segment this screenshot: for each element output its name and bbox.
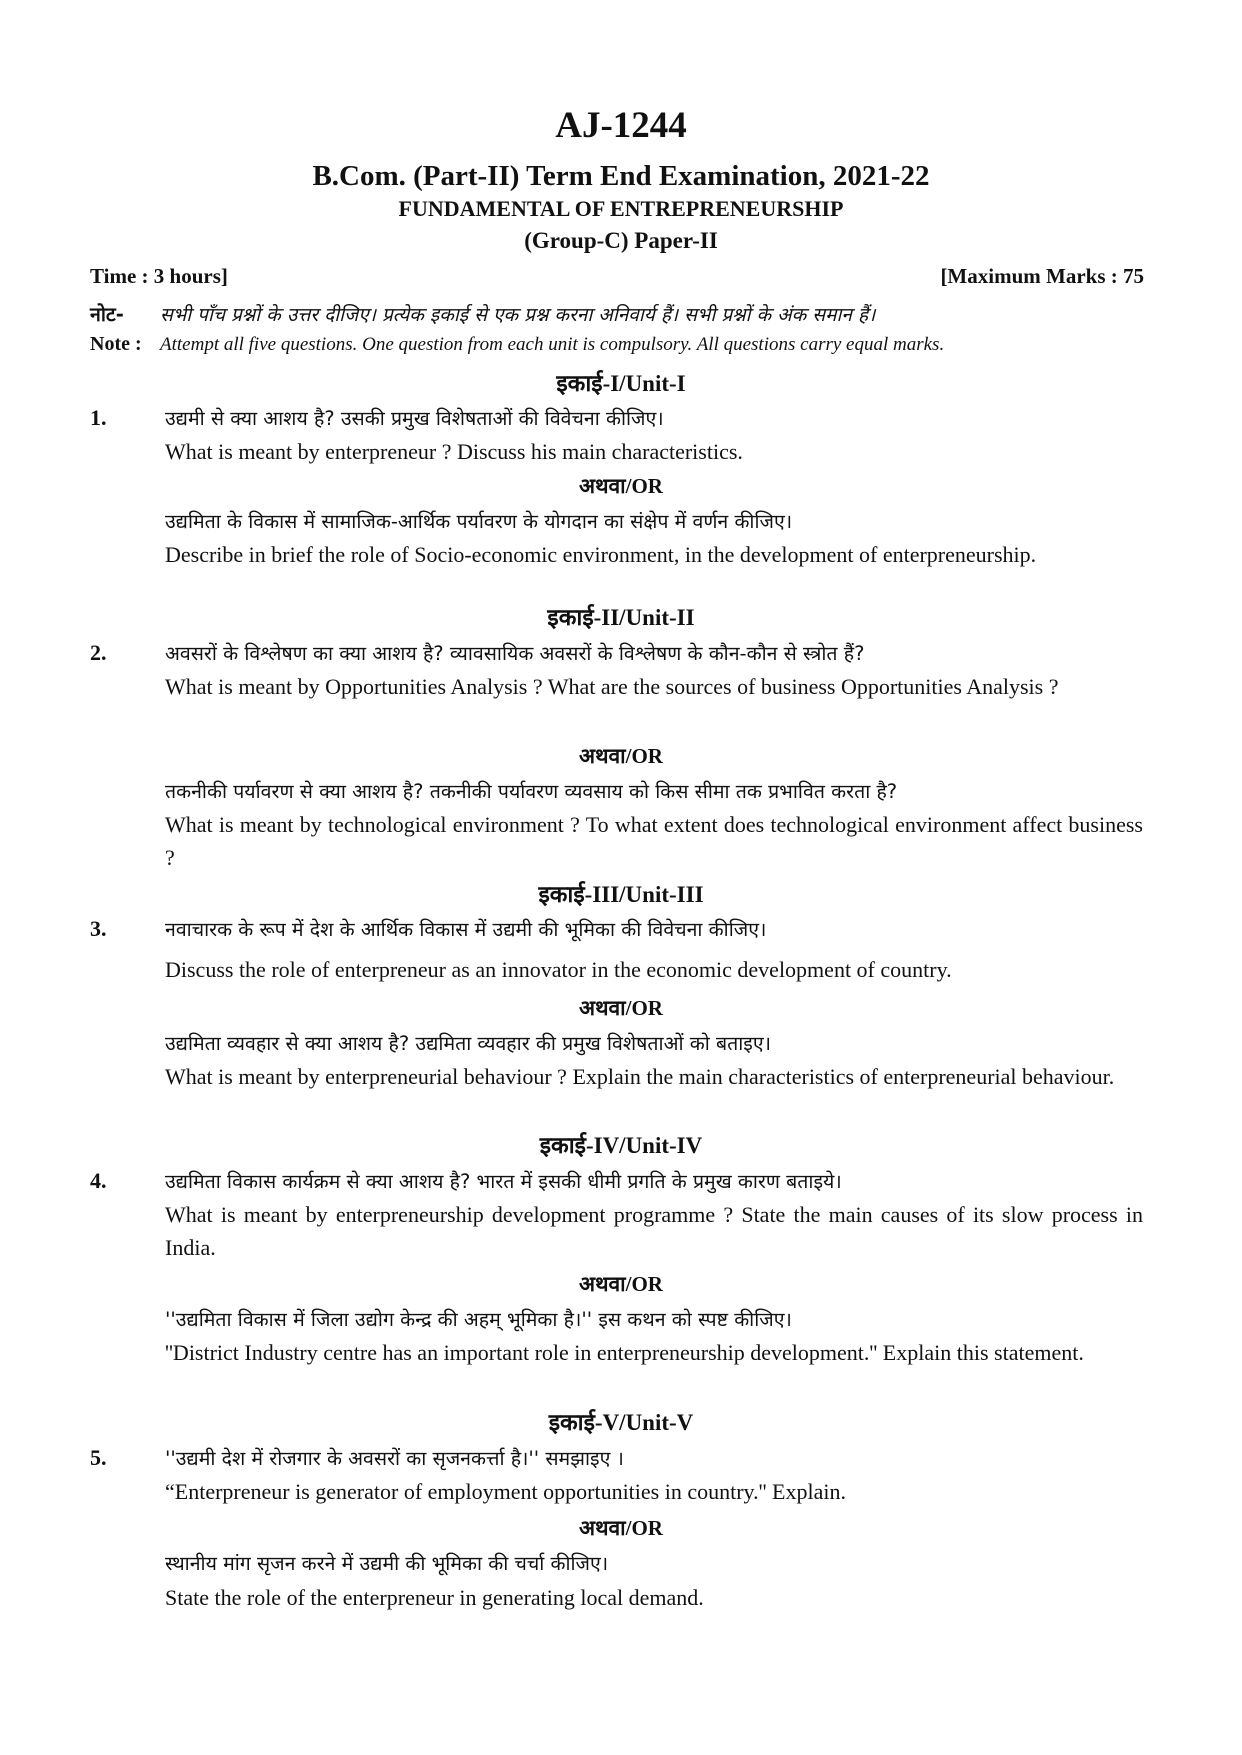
question-english: Discuss the role of enterpreneur as an innovator in the economic development of country. [165,957,952,982]
or-separator: अथवा/OR [579,744,663,768]
question-english: What is meant by enterpreneur ? Discuss his main characteristics. [165,439,743,464]
note-english [90,333,1202,356]
time-allowed: Time : 3 hours] [90,264,228,288]
question-english: What is meant by technological environment ? To what extent does technological environment affect business ? [165,812,1143,870]
question-english: What is meant by enterpreneurship development programme ? State the main causes of its slow process in India. [165,1202,1143,1260]
unit-heading: इकाई-III/Unit-III [538,882,704,907]
or-separator: अथवा/OR [579,1516,663,1540]
paper-code: AJ-1244 [555,105,687,146]
question-hindi: नवाचारक के रूप में देश के आर्थिक विकास में उद्यमी की भूमिका की विवेचना कीजिए। [165,918,767,941]
question-hindi: ''उद्यमिता विकास में जिला उद्योग केन्द्र की अहम् भूमिका है।'' इस कथन को स्पष्ट कीजिए। [165,1308,792,1331]
note-hindi-text: सभी पाँच प्रश्नों के उत्तर दीजिए। प्रत्येक इकाई से एक प्रश्न करना अनिवार्य हैं। सभी प्रश्नों के अंक समान हैं। [160,304,876,326]
question-english: State the role of the enterpreneur in generating local demand. [165,1585,704,1610]
question-number: 2. [90,640,107,665]
question-hindi: उद्यमिता विकास कार्यक्रम से क्या आशय है? भारत में इसकी धीमी प्रगति के प्रमुख कारण बताइये। [165,1170,842,1193]
note-english-label: Note : [90,333,142,355]
question-english: Describe in brief the role of Socio-economic environment, in the development of enterpreneurship. [165,542,1037,567]
question-english: ''District Industry centre has an important role in enterpreneurship development.'' Explain this statement. [165,1340,1084,1365]
unit-heading: इकाई-V/Unit-V [548,1410,694,1435]
subject-title: FUNDAMENTAL OF ENTREPRENEURSHIP [398,196,844,221]
or-separator: अथवा/OR [579,1272,663,1296]
question-number: 4. [90,1168,107,1193]
question-hindi: अवसरों के विश्लेषण का क्या आशय है? व्यावसायिक अवसरों के विश्लेषण के कौन-कौन से स्त्रोत हैं? [165,642,865,665]
group-paper: (Group-C) Paper-II [524,228,718,253]
question-hindi: ''उद्यमी देश में रोजगार के अवसरों का सृजनकर्त्ता है।'' समझाइए । [165,1447,624,1470]
question-english: What is meant by enterpreneurial behaviour ? Explain the main characteristics of enterpreneurial behaviour. [165,1064,1115,1089]
unit-heading: इकाई-I/Unit-I [556,371,686,396]
question-english: What is meant by Opportunities Analysis ? What are the sources of business Opportunities Analysis ? [165,674,1059,699]
question-hindi: तकनीकी पर्यावरण से क्या आशय है? तकनीकी पर्यावरण व्यवसाय को किस सीमा तक प्रभावित करता है? [165,780,898,803]
question-number: 3. [90,916,107,941]
or-separator: अथवा/OR [579,474,663,498]
unit-heading: इकाई-II/Unit-II [547,605,695,630]
unit-heading: इकाई-IV/Unit-IV [539,1133,703,1158]
question-english: “Enterpreneur is generator of employment opportunities in country.'' Explain. [165,1479,846,1504]
exam-title: B.Com. (Part-II) Term End Examination, 2021-22 [312,160,930,192]
question-hindi: स्थानीय मांग सृजन करने में उद्यमी की भूमिका की चर्चा कीजिए। [165,1552,609,1575]
or-separator: अथवा/OR [579,996,663,1020]
question-number: 5. [90,1445,107,1470]
note-english-text: Attempt all five questions. One question from each unit is compulsory. All questions carry equal marks. [160,334,945,355]
question-hindi: उद्यमी से क्या आशय है? उसकी प्रमुख विशेषताओं की विवेचना कीजिए। [165,407,664,430]
maximum-marks: [Maximum Marks : 75 [940,264,1144,288]
question-hindi: उद्यमिता व्यवहार से क्या आशय है? उद्यमिता व्यवहार की प्रमुख विशेषताओं को बताइए। [165,1032,771,1055]
question-hindi: उद्यमिता के विकास में सामाजिक-आर्थिक पर्यावरण के योगदान का संक्षेप में वर्णन कीजिए। [165,510,793,533]
note-hindi-label: नोट- [90,303,124,326]
question-number: 1. [90,405,107,430]
note-hindi [90,300,1202,327]
